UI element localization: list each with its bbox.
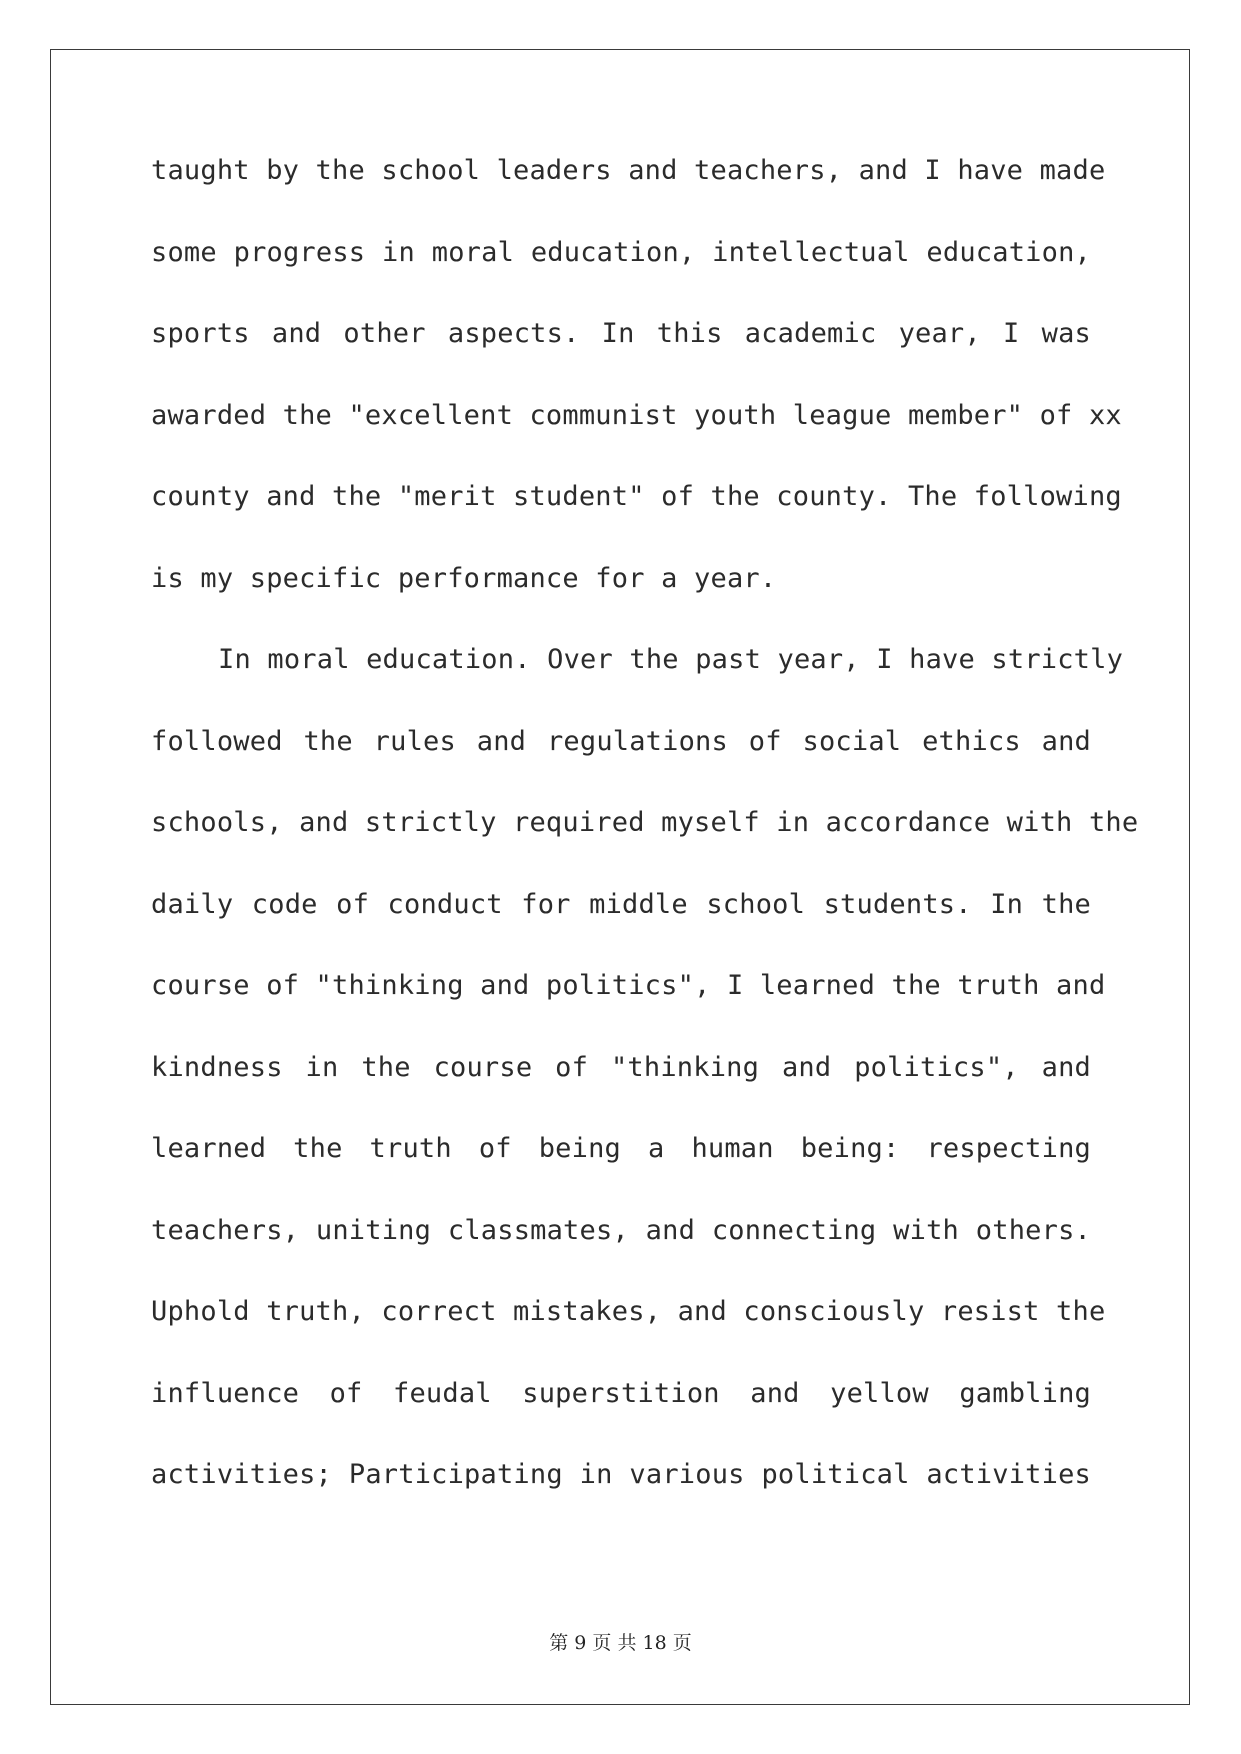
text-line: taught by the school leaders and teachers, and I have made (151, 155, 1106, 186)
text-line: Uphold truth, correct mistakes, and consciously resist the (151, 1296, 1106, 1327)
text-line: course of "thinking and politics", I learned the truth and (151, 970, 1106, 1001)
page-number-footer: 第 9 页 共 18 页 (549, 1632, 692, 1654)
text-line: activities; Participating in various political activities (151, 1459, 1091, 1490)
text-line: sports and other aspects. In this academic year, I was (151, 318, 1091, 349)
text-line: influence of feudal superstition and yellow gambling (151, 1377, 1091, 1409)
paragraph-first-line: In moral education. Over the past year, I have strictly (218, 644, 1124, 675)
text-line: teachers, uniting classmates, and connecting with others. (151, 1214, 1091, 1246)
text-line: daily code of conduct for middle school students. In the (151, 888, 1091, 920)
text-line: schools, and strictly required myself in accordance with the (151, 807, 1139, 838)
text-line: county and the "merit student" of the county. The following (151, 481, 1122, 512)
text-line: is my specific performance for a year. (151, 562, 777, 594)
document-body (151, 155, 1139, 1541)
text-line: followed the rules and regulations of social ethics and (151, 725, 1091, 757)
text-line: kindness in the course of "thinking and politics", and (151, 1051, 1091, 1083)
text-line: awarded the "excellent communist youth league member" of xx (151, 399, 1122, 431)
text-line: some progress in moral education, intellectual education, (151, 236, 1091, 268)
text-line: learned the truth of being a human being: respecting (151, 1133, 1091, 1164)
